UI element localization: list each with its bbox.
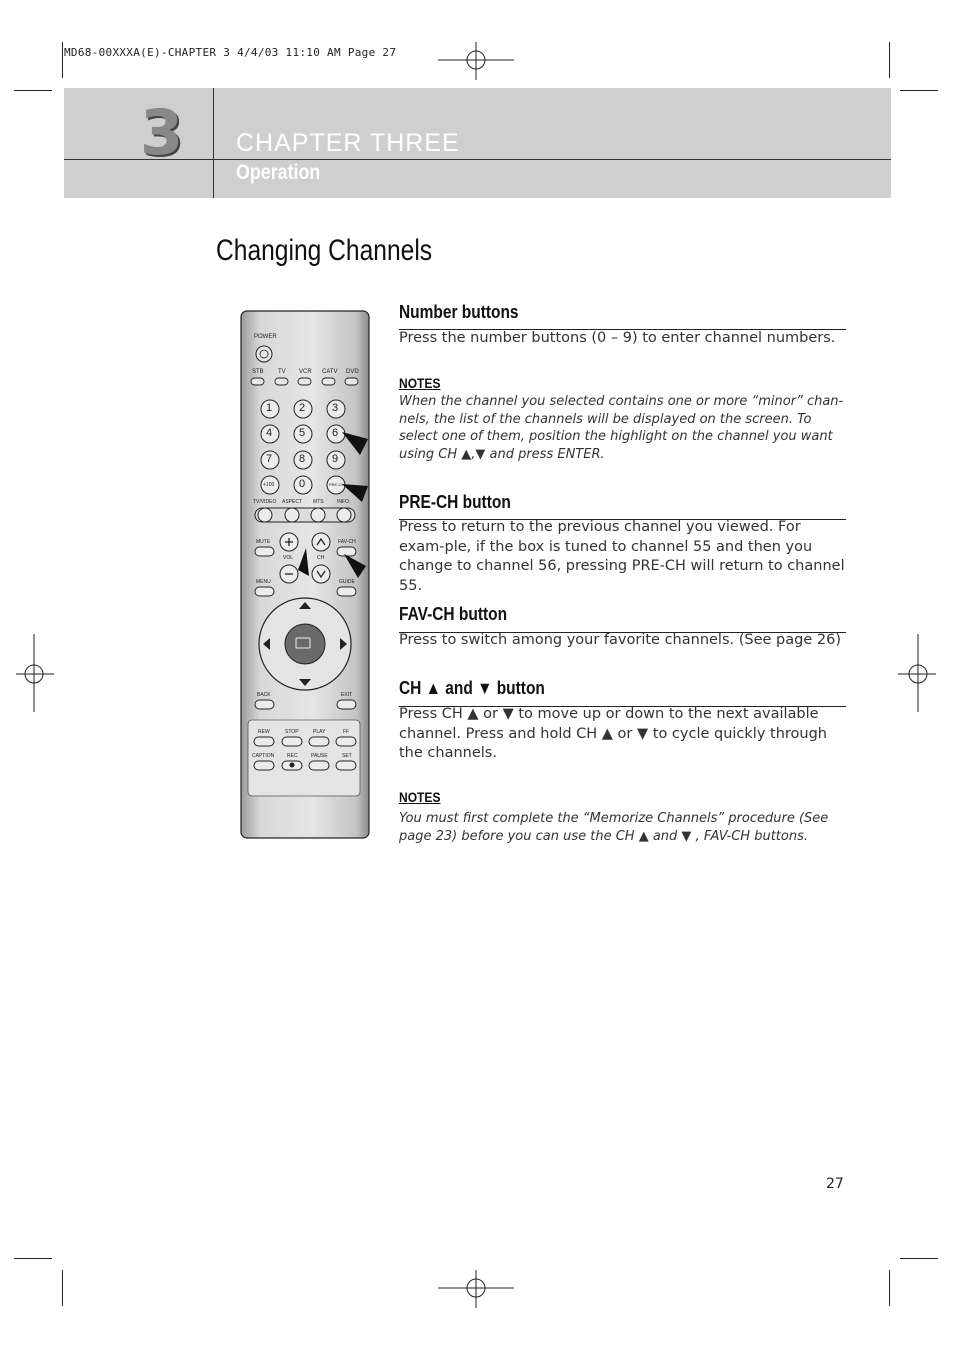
- remote-transport-label: REW: [258, 729, 270, 735]
- remote-digit-label: +100: [263, 482, 275, 488]
- chapter-banner: [64, 88, 891, 198]
- banner-divider: [64, 159, 891, 160]
- remote-transport-label: FF: [343, 729, 350, 735]
- remote-transport-label: SET: [342, 753, 352, 759]
- registration-mark-icon: [14, 634, 54, 714]
- remote-digit-label: 0: [299, 478, 306, 490]
- remote-digit-label: 2: [299, 402, 306, 414]
- section-heading-number-buttons: Number buttons: [399, 302, 519, 322]
- section-heading-ch-updown: CH ▲ and ▼ button: [399, 678, 545, 698]
- page-number: 27: [826, 1176, 844, 1192]
- note-number-buttons: When the channel you selected contains one or more “minor” chan-nels, the list of the channels will be displayed on the screen. To select one of them, position the highlight on the channel you want using CH ▲,▼ and press ENTER.: [399, 394, 844, 462]
- remote-mute-label: MUTE: [256, 539, 271, 545]
- remote-mode-label: VCR: [299, 369, 312, 375]
- crop-mark: [62, 1270, 63, 1306]
- banner-divider: [213, 88, 214, 198]
- section-body-number-buttons: Press the number buttons (0 – 9) to enter channel numbers.: [399, 330, 836, 346]
- chapter-number: 3: [140, 96, 184, 169]
- remote-transport-label: PLAY: [313, 729, 326, 735]
- crop-mark: [14, 90, 52, 91]
- remote-digit-label: PRE-CH: [329, 482, 345, 487]
- registration-mark-icon: [898, 634, 938, 714]
- section-heading-favch: FAV-CH button: [399, 604, 508, 624]
- remote-mode-label: STB: [252, 369, 264, 375]
- remote-digit-label: 4: [266, 427, 273, 439]
- remote-func-label: TV/VIDEO: [253, 499, 277, 505]
- remote-func-label: MTS: [313, 499, 324, 505]
- remote-transport-label: CAPTION: [252, 753, 275, 759]
- chapter-title: CHAPTER THREE: [236, 129, 460, 157]
- remote-transport-label: PAUSE: [311, 753, 328, 759]
- remote-ch-label: CH: [317, 555, 325, 561]
- remote-transport-label: STOP: [285, 729, 299, 735]
- crop-mark: [62, 42, 63, 78]
- remote-digit-label: 1: [266, 402, 273, 414]
- remote-transport-label: REC: [287, 753, 298, 759]
- section-body-favch: Press to switch among your favorite channels. (See page 26): [399, 632, 841, 648]
- remote-back-label: BACK: [257, 692, 271, 698]
- crop-mark: [900, 1258, 938, 1259]
- registration-mark-icon: [438, 1268, 518, 1308]
- remote-power-label: POWER: [254, 334, 277, 340]
- crop-mark: [889, 1270, 890, 1306]
- crop-mark: [900, 90, 938, 91]
- page-title: Changing Channels: [216, 234, 433, 267]
- remote-exit-label: EXIT: [341, 692, 353, 698]
- remote-mode-label: TV: [278, 369, 286, 375]
- remote-vol-label: VOL: [283, 555, 294, 561]
- remote-digit-label: 7: [266, 453, 273, 465]
- notes-heading: NOTES: [399, 789, 441, 805]
- registration-mark-icon: [438, 42, 518, 82]
- note-ch-updown: You must first complete the “Memorize Channels” procedure (See page 23) before you can use the CH ▲ and ▼ , FAV-CH buttons.: [399, 811, 829, 844]
- crop-mark: [889, 42, 890, 78]
- section-body-prech: Press to return to the previous channel you viewed. For exam-ple, if the box is tuned to channel 55 and then you change to channel 56, pressing PRE-CH will return to channel 55.: [399, 519, 845, 594]
- remote-func-label: INFO.: [337, 499, 351, 505]
- print-slug: MD68-00XXXA(E)-CHAPTER 3 4/4/03 11:10 AM Page 27: [64, 46, 397, 59]
- crop-mark: [14, 1258, 52, 1259]
- remote-digit-label: 8: [299, 453, 306, 465]
- remote-mode-label: CATV: [322, 369, 338, 375]
- section-body-ch-updown: Press CH ▲ or ▼ to move up or down to the next available channel. Press and hold CH ▲ or ▼ to cycle quickly through the channels.: [399, 706, 827, 761]
- remote-favch-label: FAV-CH: [338, 539, 356, 545]
- remote-mode-label: DVD: [346, 369, 359, 375]
- remote-digit-label: 6: [332, 427, 339, 439]
- remote-labels: [238, 308, 374, 842]
- remote-menu-label: MENU: [256, 579, 271, 585]
- remote-func-label: ASPECT: [282, 499, 303, 505]
- notes-heading: NOTES: [399, 375, 441, 391]
- chapter-subtitle: Operation: [236, 161, 321, 184]
- remote-digit-label: 3: [332, 402, 339, 414]
- section-heading-prech: PRE-CH button: [399, 492, 511, 512]
- remote-digit-label: 5: [299, 427, 306, 439]
- remote-guide-label: GUIDE: [339, 579, 355, 585]
- remote-digit-label: 9: [332, 453, 339, 465]
